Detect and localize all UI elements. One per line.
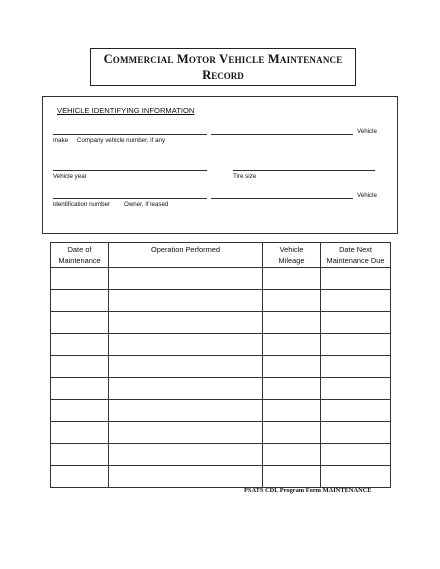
date-next-maintenance-cell[interactable]	[321, 290, 391, 312]
vehicle-mileage-cell[interactable]	[263, 312, 321, 334]
table-row	[51, 400, 391, 422]
col-header-vehicle-mileage	[263, 243, 321, 268]
date-next-maintenance-cell[interactable]	[321, 378, 391, 400]
vehicle-mileage-cell[interactable]	[263, 334, 321, 356]
date-next-maintenance-cell[interactable]	[321, 356, 391, 378]
operation-performed-cell[interactable]	[109, 356, 263, 378]
vehicle-identification-number-field[interactable]	[53, 198, 207, 199]
col-header-operation-performed-line1: Operation Performed	[150, 245, 220, 254]
vehicle-mileage-cell[interactable]	[263, 400, 321, 422]
col-header-date-next-maintenance-due	[321, 243, 391, 268]
form-title-box	[90, 48, 356, 86]
table-row	[51, 422, 391, 444]
vehicle-info-section	[42, 96, 398, 234]
form-title: Commercial Motor Vehicle Maintenance	[103, 52, 343, 66]
company-vehicle-number-field[interactable]	[211, 134, 353, 135]
vehicle-make-field[interactable]	[53, 134, 207, 135]
date-of-maintenance-cell[interactable]	[51, 444, 109, 466]
vehicle-mileage-cell[interactable]	[263, 290, 321, 312]
col-header-date-of-maintenance-line2: Maintenance	[58, 256, 101, 265]
col-header-vehicle-mileage-line2: Mileage	[278, 256, 305, 265]
operation-performed-cell[interactable]	[109, 312, 263, 334]
vehicle-mileage-cell[interactable]	[263, 422, 321, 444]
col-header-vehicle-mileage-line1: Vehicle	[279, 245, 304, 254]
table-row	[51, 466, 391, 488]
date-next-maintenance-cell[interactable]	[321, 334, 391, 356]
vehicle-make-label-part2: make	[53, 137, 69, 144]
vehicle-year-label: Vehicle year	[53, 173, 87, 180]
date-next-maintenance-cell[interactable]	[321, 268, 391, 290]
col-header-date-next-line2: Maintenance Due	[326, 256, 385, 265]
vin-label-part2: identification number	[53, 201, 111, 208]
vehicle-mileage-cell[interactable]	[263, 444, 321, 466]
operation-performed-cell[interactable]	[109, 400, 263, 422]
date-of-maintenance-cell[interactable]	[51, 334, 109, 356]
date-of-maintenance-cell[interactable]	[51, 378, 109, 400]
operation-performed-cell[interactable]	[109, 378, 263, 400]
table-row	[51, 290, 391, 312]
vehicle-mileage-cell[interactable]	[263, 356, 321, 378]
form-title-continued: Record	[202, 68, 244, 82]
tire-size-label: Tire size	[233, 173, 257, 180]
vehicle-mileage-cell[interactable]	[263, 466, 321, 488]
table-row	[51, 312, 391, 334]
date-next-maintenance-cell[interactable]	[321, 466, 391, 488]
company-vehicle-number-label: Company vehicle number, if any	[77, 137, 166, 144]
col-header-date-of-maintenance	[51, 243, 109, 268]
owner-if-leased-label: Owner, if leased	[124, 201, 169, 208]
operation-performed-cell[interactable]	[109, 334, 263, 356]
vin-label-part1: Vehicle	[357, 192, 377, 199]
table-row	[51, 268, 391, 290]
date-of-maintenance-cell[interactable]	[51, 356, 109, 378]
operation-performed-cell[interactable]	[109, 422, 263, 444]
date-next-maintenance-cell[interactable]	[321, 422, 391, 444]
vehicle-mileage-cell[interactable]	[263, 378, 321, 400]
table-header-row	[51, 243, 391, 268]
date-next-maintenance-cell[interactable]	[321, 312, 391, 334]
vehicle-year-field[interactable]	[53, 170, 207, 171]
maintenance-log-body	[51, 268, 391, 488]
vehicle-mileage-cell[interactable]	[263, 268, 321, 290]
date-of-maintenance-cell[interactable]	[51, 466, 109, 488]
table-row	[51, 334, 391, 356]
date-next-maintenance-cell[interactable]	[321, 444, 391, 466]
owner-if-leased-field[interactable]	[211, 198, 353, 199]
col-header-operation-performed	[109, 243, 263, 268]
col-header-date-next-line1: Date Next	[339, 245, 372, 254]
col-header-date-of-maintenance-line1: Date of	[67, 245, 92, 254]
vehicle-make-label-part1: Vehicle	[357, 128, 377, 135]
operation-performed-cell[interactable]	[109, 268, 263, 290]
form-footer: PSATS CDL Program Form MAINTENANCE	[244, 487, 372, 494]
date-next-maintenance-cell[interactable]	[321, 400, 391, 422]
vehicle-info-heading: VEHICLE IDENTIFYING INFORMATION	[57, 106, 195, 115]
operation-performed-cell[interactable]	[109, 290, 263, 312]
table-row	[51, 444, 391, 466]
date-of-maintenance-cell[interactable]	[51, 290, 109, 312]
date-of-maintenance-cell[interactable]	[51, 312, 109, 334]
date-of-maintenance-cell[interactable]	[51, 400, 109, 422]
date-of-maintenance-cell[interactable]	[51, 422, 109, 444]
maintenance-log-table	[50, 242, 391, 488]
operation-performed-cell[interactable]	[109, 444, 263, 466]
date-of-maintenance-cell[interactable]	[51, 268, 109, 290]
operation-performed-cell[interactable]	[109, 466, 263, 488]
tire-size-field[interactable]	[233, 170, 375, 171]
table-row	[51, 378, 391, 400]
table-row	[51, 356, 391, 378]
